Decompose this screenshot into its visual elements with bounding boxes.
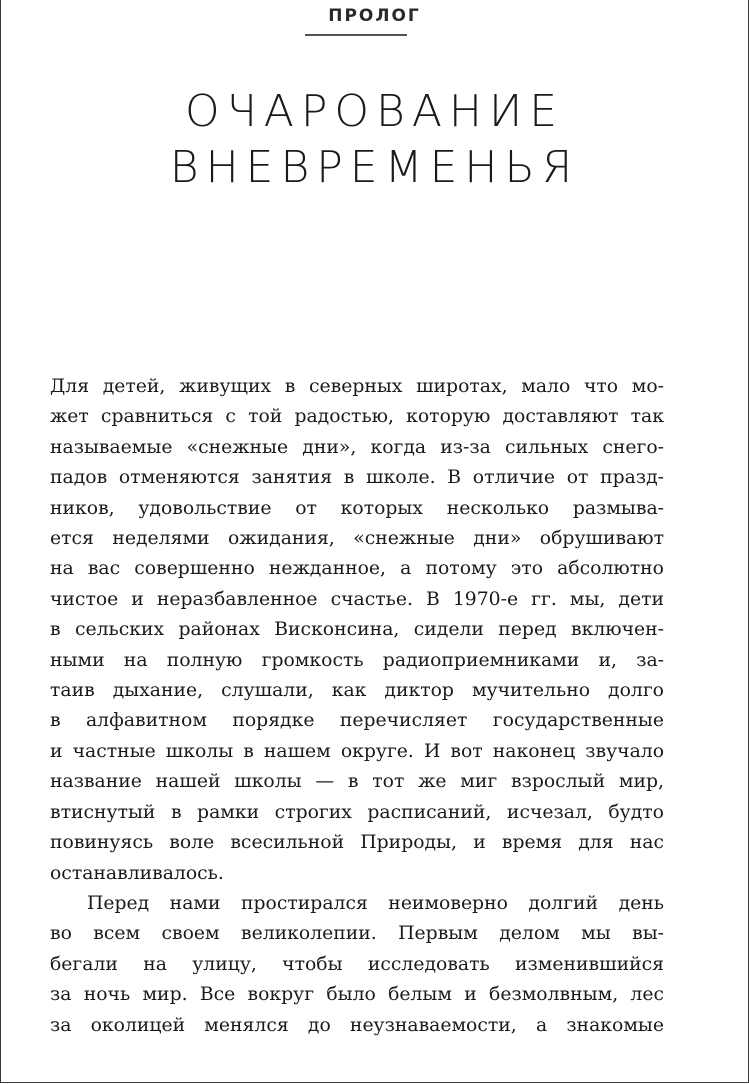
text-line: за ночь мир. Все вокруг было белым и безмолвным, лес — [50, 984, 664, 1006]
text-line: ными на полную громкость радиоприемниками и, за- — [50, 649, 664, 671]
text-line: называемые «снежные дни», когда из-за сильных снего- — [50, 436, 664, 458]
text-line: останавливалось. — [50, 862, 224, 884]
text-line: бегали на улицу, чтобы исследовать изменившийся — [50, 953, 664, 975]
chapter-kicker: ПРОЛОГ — [328, 6, 421, 26]
text-line: во всем своем великолепии. Первым делом мы вы- — [50, 923, 664, 945]
text-line: повинуясь воле всесильной Природы, и время для нас — [50, 832, 664, 854]
text-line: Для детей, живущих в северных широтах, мало что мо- — [50, 376, 664, 397]
text-line: чистое и неразбавленное счастье. В 1970-е гг. мы, дети — [50, 588, 664, 610]
text-line: в сельских районах Висконсина, сидели перед включен- — [50, 619, 664, 641]
kicker-underline — [305, 34, 407, 36]
paragraph — [50, 372, 664, 889]
text-line: в алфавитном порядке перечисляет государственные — [50, 710, 664, 732]
text-line: за околицей менялся до неузнаваемости, а знакомые — [50, 1014, 664, 1036]
paragraph — [50, 889, 664, 1041]
text-line: ется неделями ожидания, «снежные дни» обрушивают — [50, 528, 664, 550]
text-line: жет сравниться с той радостью, которую доставляют так — [50, 406, 664, 428]
body-text — [50, 372, 664, 1041]
text-line: название нашей школы — в тот же миг взрослый мир, — [50, 771, 664, 793]
text-line: Перед нами простирался неимоверно долгий день — [87, 892, 664, 914]
text-line: таив дыхание, слушали, как диктор мучительно долго — [50, 680, 664, 702]
chapter-title-line: ОЧАРОВАНИЕ — [184, 86, 565, 137]
text-line: на вас совершенно нежданное, а потому это абсолютно — [50, 558, 664, 580]
text-line: падов отменяются занятия в школе. В отличие от празд- — [50, 467, 664, 489]
text-line: и частные школы в нашем округе. И вот наконец звучало — [50, 740, 664, 762]
text-line: втиснутый в рамки строгих расписаний, исчезал, будто — [50, 801, 664, 823]
chapter-title-line: ВНЕВРЕМЕНЬЯ — [169, 142, 580, 193]
chapter-title — [0, 84, 749, 196]
text-line: ников, удовольствие от которых несколько размыва- — [50, 497, 664, 519]
